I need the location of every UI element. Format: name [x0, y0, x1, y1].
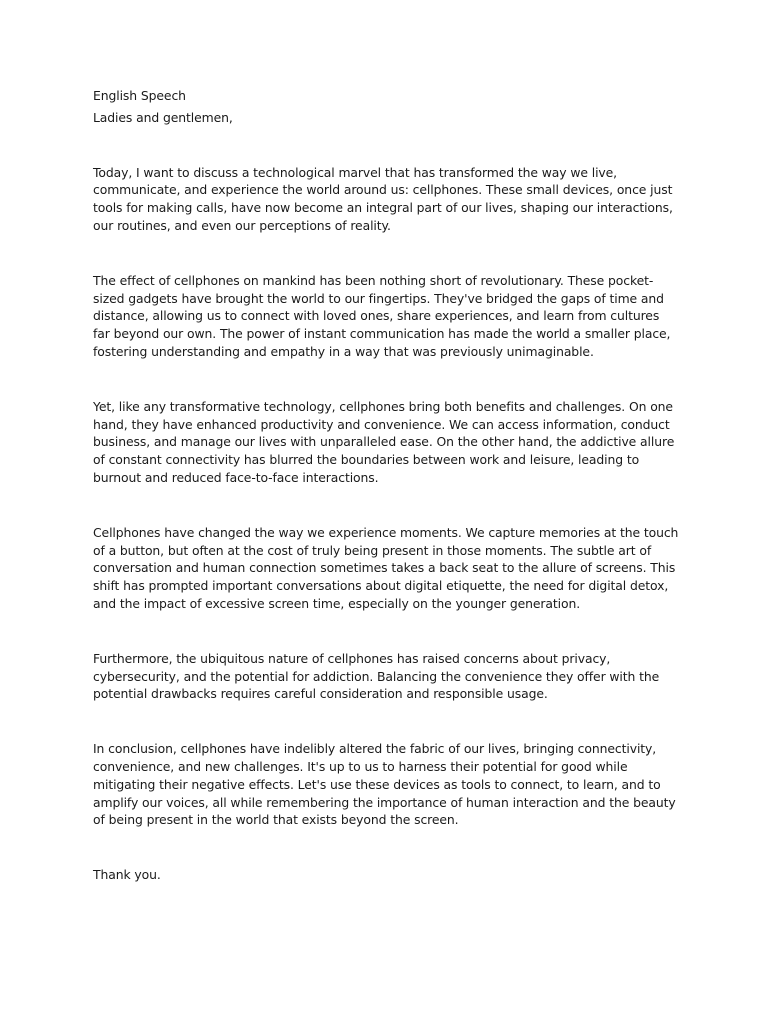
closing-line: Thank you. — [93, 867, 161, 883]
paragraph-intro: Today, I want to discuss a technological marvel that has transformed the way we live, communicate, and experience the world around us: cellphones. These small devices, once just tools for making calls, have now become an integral part of our lives, shaping our interactions, our routines, and even our perceptions of reality. — [93, 164, 673, 233]
document-body — [93, 87, 679, 884]
salutation: Ladies and gentlemen, — [93, 109, 233, 125]
paragraph-effect: The effect of cellphones on mankind has been nothing short of revolutionary. These pocket-sized gadgets have brought the world to our fingertips. They've bridged the gaps of time and distance, allowing us to connect with loved ones, share experiences, and learn from cultures far beyond our own. The power of instant communication has made the world a smaller place, fostering understanding and empathy in a way that was previously unimaginable. — [93, 272, 671, 359]
paragraph-benefits-challenges: Yet, like any transformative technology, cellphones bring both benefits and challenges. On one hand, they have enhanced productivity and convenience. We can access information, conduct business, and manage our lives with unparalleled ease. On the other hand, the addictive allure of constant connectivity has blurred the boundaries between work and leisure, leading to burnout and reduced face-to-face interactions. — [93, 398, 675, 485]
paragraph-concerns: Furthermore, the ubiquitous nature of cellphones has raised concerns about privacy, cybersecurity, and the potential for addiction. Balancing the convenience they offer with the potential drawbacks requires careful consideration and responsible usage. — [93, 650, 660, 702]
document-title: English Speech — [93, 88, 186, 103]
paragraph-moments: Cellphones have changed the way we experience moments. We capture memories at the touch of a button, but often at the cost of truly being present in those moments. The subtle art of conversation and human connection sometimes takes a back seat to the allure of screens. This shift has prompted important conversations about digital etiquette, the need for digital detox, and the impact of excessive screen time, especially on the younger generation. — [93, 524, 679, 611]
paragraph-conclusion: In conclusion, cellphones have indelibly altered the fabric of our lives, bringing connectivity, convenience, and new challenges. It's up to us to harness their potential for good while mitigating their negative effects. Let's use these devices as tools to connect, to learn, and to amplify our voices, all while remembering the importance of human interaction and the beauty of being present in the world that exists beyond the screen. — [93, 741, 676, 828]
